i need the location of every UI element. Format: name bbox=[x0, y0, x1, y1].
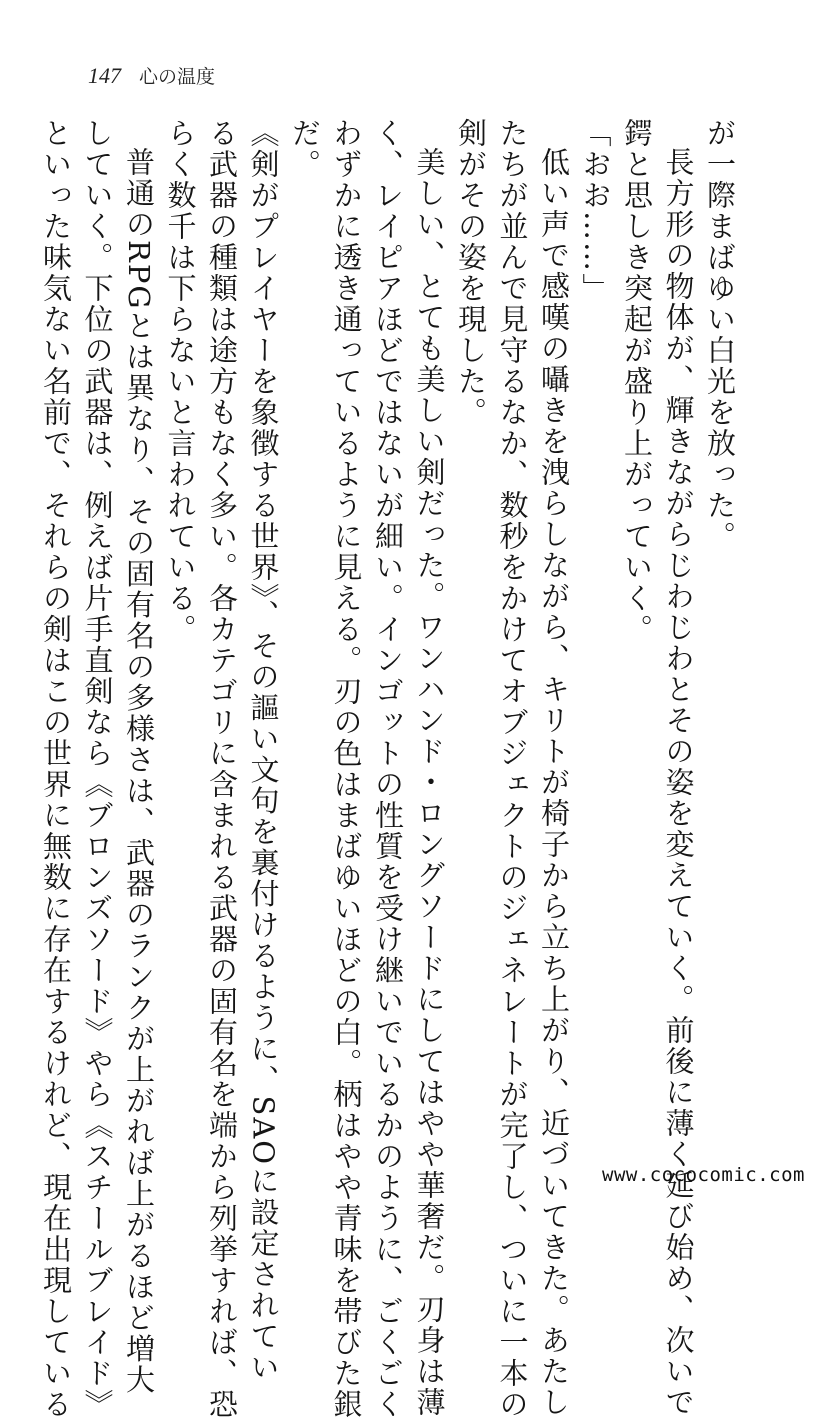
text-line: わずかに透き通っているように見える。刃の色はまばゆいほどの白。柄はやや青味を帯びた銀 bbox=[329, 118, 364, 1420]
text-line: といった味気ない名前で、それらの剣はこの世界に無数に存在するけれど、現在出現している bbox=[39, 118, 73, 1420]
text-line: 美しい、とても美しい剣だった。ワンハンド・ロングソードにしてはやや華奢だ。刃身は薄 bbox=[412, 147, 447, 1418]
text-line: 剣がその姿を現した。 bbox=[454, 118, 488, 428]
text-line: く、レイピアほどではないが細い。インゴットの性質を受け継いでいるかのように、ごくごく bbox=[371, 118, 405, 1420]
text-line: 低い声で感嘆の囁きを洩らしながら、キリトが椅子から立ち上がり、近づいてきた。あたし bbox=[537, 147, 571, 1418]
page-header bbox=[88, 62, 215, 92]
text-line: 普通のRPGとは異なり、その固有名の多様さは、武器のランクが上がれば上がるほど増大 bbox=[122, 147, 156, 1396]
page-number: 147 bbox=[88, 63, 121, 88]
watermark: www.cococomic.com bbox=[602, 1164, 805, 1186]
text-line: 鍔と思しき突起が盛り上がっていく。 bbox=[620, 118, 654, 645]
text-line: らく数千は下らないと言われている。 bbox=[163, 118, 198, 645]
text-line: る武器の種類は途方もなく多い。各カテゴリに含まれる武器の固有名を端から列挙すれば、恐 bbox=[205, 118, 239, 1420]
text-line: 長方形の物体が、輝きながらじわじわとその姿を変えていく。前後に薄く延び始め、次いで bbox=[661, 147, 696, 1418]
text-line: たちが並んで見守るなか、数秒をかけてオブジェクトのジェネレートが完了し、ついに一本の bbox=[495, 118, 530, 1420]
text-line: していく。下位の武器は、例えば片手直剣なら《ブロンズソード》やら《スチールブレイド》 bbox=[80, 118, 115, 1420]
text-line: が一際まばゆい白光を放った。 bbox=[703, 118, 737, 552]
text-line: 「おお……」 bbox=[578, 118, 613, 304]
text-line: 《剣がプレイヤーを象徴する世界》、その謳い文句を裏付けるように、SAOに設定されてい bbox=[246, 118, 281, 1384]
text-line: だ。 bbox=[288, 118, 322, 180]
chapter-title: 心の温度 bbox=[139, 66, 216, 88]
